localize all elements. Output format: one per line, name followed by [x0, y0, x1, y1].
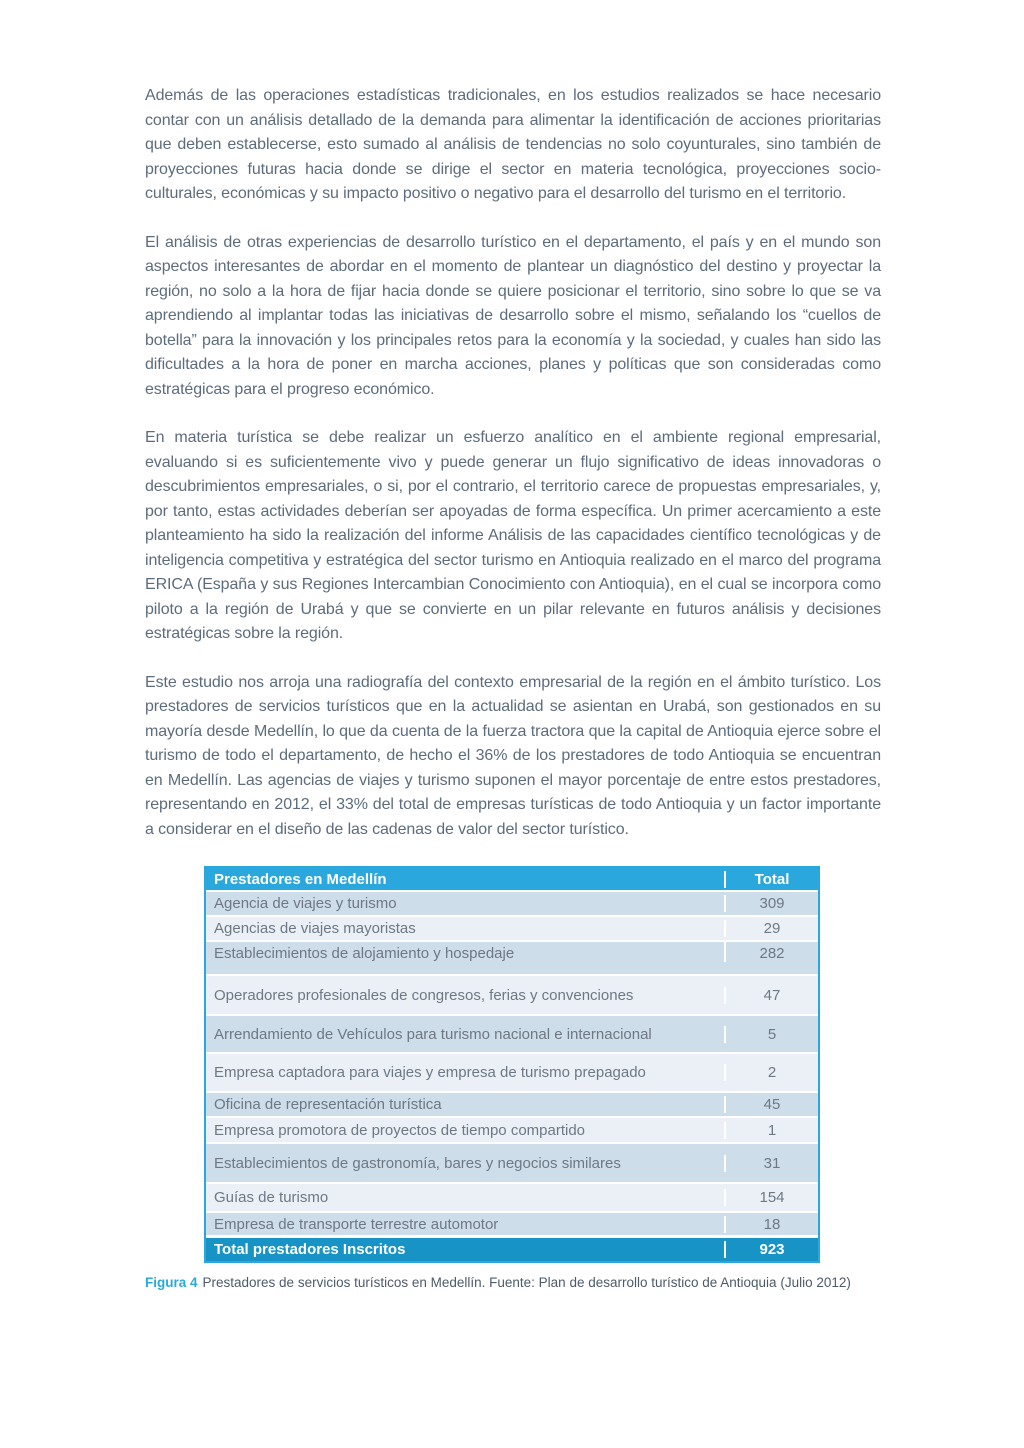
table-cell-label: Empresa promotora de proyectos de tiempo compartido: [206, 1122, 726, 1139]
table-row: [206, 976, 818, 1016]
table-body: [206, 892, 818, 1238]
table-row: [206, 1184, 818, 1213]
table-row: [206, 1054, 818, 1093]
table-cell-total: 47: [763, 986, 781, 1004]
table-footer-total: 923: [759, 1241, 785, 1258]
table-footer-row: [206, 1238, 818, 1261]
table-cell-label: Agencia de viajes y turismo: [206, 895, 726, 912]
table-cell-total: 154: [759, 1189, 785, 1206]
table-cell-label: Guías de turismo: [206, 1189, 726, 1206]
table-footer-label: Total prestadores Inscritos: [206, 1241, 726, 1258]
table-row: [206, 1016, 818, 1054]
table-cell-total: 282: [759, 945, 785, 962]
table-row: [206, 1093, 818, 1118]
table-cell-label: Establecimientos de gastronomía, bares y negocios similares: [206, 1155, 726, 1172]
table-row: [206, 917, 818, 942]
table-cell-label: Empresa captadora para viajes y empresa de turismo prepagado: [206, 1064, 726, 1081]
table-row: [206, 1144, 818, 1184]
table-header-total: Total: [754, 870, 790, 888]
table-row: [206, 1118, 818, 1144]
table-header-label: Prestadores en Medellín: [206, 871, 726, 888]
table-cell-total: 45: [763, 1096, 781, 1113]
table-cell-label: Agencias de viajes mayoristas: [206, 920, 726, 937]
table-cell-label: Empresa de transporte terrestre automotor: [206, 1216, 726, 1233]
table-cell-label: Oficina de representación turística: [206, 1096, 726, 1113]
figure-caption: [145, 1274, 881, 1292]
figure-4: [145, 866, 881, 1292]
table-cell-label: Arrendamiento de Vehículos para turismo nacional e internacional: [206, 1026, 726, 1043]
page-content: [145, 84, 881, 1292]
table-cell-total: 2: [767, 1064, 777, 1081]
table-cell-total: 31: [763, 1154, 781, 1172]
table-cell-label: Operadores profesionales de congresos, ferias y convenciones: [206, 987, 726, 1004]
table-cell-total: 1: [767, 1121, 777, 1139]
prestadores-table: [204, 866, 820, 1263]
table-row: [206, 892, 818, 917]
figure-label: Figura 4: [145, 1275, 198, 1290]
table-cell-total: 18: [763, 1215, 781, 1233]
table-cell-label: Establecimientos de alojamiento y hospedaje: [206, 942, 726, 962]
paragraph-2: El análisis de otras experiencias de desarrollo turístico en el departamento, el país y en el mundo son aspectos interesantes de abordar en el momento de plantear un diagnóstico del destino y proyectar la región, no solo a la hora de fijar hacia donde se quiere posicionar el territorio, sino sobre lo que se va aprendiendo al implantar todas las iniciativas de desarrollo sobre el mismo, señalando los “cuellos de botella” para la innovación y los principales retos para la economía y la sociedad, y cuales han sido las dificultades a la hora de poner en marcha acciones, planes y políticas que son consideradas como estratégicas para el progreso económico.: [145, 233, 881, 398]
paragraph-4: Este estudio nos arroja una radiografía del contexto empresarial de la región en el ámbito turístico. Los prestadores de servicios turísticos que en la actualidad se asientan en Urabá, son gestionados en su mayoría desde Medellín, lo que da cuenta de la fuerza tractora que la capital de Antioquia ejerce sobre el turismo de todo el departamento, de hecho el 36% de los prestadores de todo Antioquia se encuentran en Medellín. Las agencias de viajes y turismo suponen el mayor porcentaje de entre estos prestadores, representando en 2012, el 33% del total de empresas turísticas de todo Antioquia y un factor importante a considerar en el diseño de las cadenas de valor del sector turístico.: [145, 673, 881, 838]
table-row: [206, 942, 818, 976]
table-header-row: [206, 868, 818, 892]
paragraph-3: En materia turística se debe realizar un esfuerzo analítico en el ambiente regional empresarial, evaluando si es suficientemente vivo y puede generar un flujo significativo de ideas innovadoras o descubrimientos empresariales, o si, por el contrario, el territorio carece de propuestas empresariales, y, por tanto, estas actividades deberían ser apoyadas de forma específica. Un primer acercamiento a este planteamiento ha sido la realización del informe Análisis de las capacidades científico tecnológicas y de inteligencia competitiva y estratégica del sector turismo en Antioquia realizado en el marco del programa ERICA (España y sus Regiones Intercambian Conocimiento con Antioquia), en el cual se incorpora como piloto a la región de Urabá y que se convierte en un pilar relevante en futuros análisis y decisiones estratégicas sobre la región.: [145, 429, 881, 642]
table-cell-total: 309: [759, 895, 785, 912]
table-cell-total: 5: [767, 1025, 777, 1043]
paragraph-1: Además de las operaciones estadísticas tradicionales, en los estudios realizados se hace necesario contar con un análisis detallado de la demanda para alimentar la identificación de acciones prioritarias que deben establecerse, esto sumado al análisis de tendencias no solo coyunturales, sino también de proyecciones futuras hacia donde se dirige el sector en materia tecnológica, proyecciones socio-culturales, económicas y su impacto positivo o negativo para el desarrollo del turismo en el territorio.: [145, 87, 881, 202]
table-cell-total: 29: [763, 920, 781, 937]
table-row: [206, 1213, 818, 1238]
figure-caption-text: Prestadores de servicios turísticos en Medellín. Fuente: Plan de desarrollo turístico de Antioquia (Julio 2012): [202, 1275, 851, 1290]
